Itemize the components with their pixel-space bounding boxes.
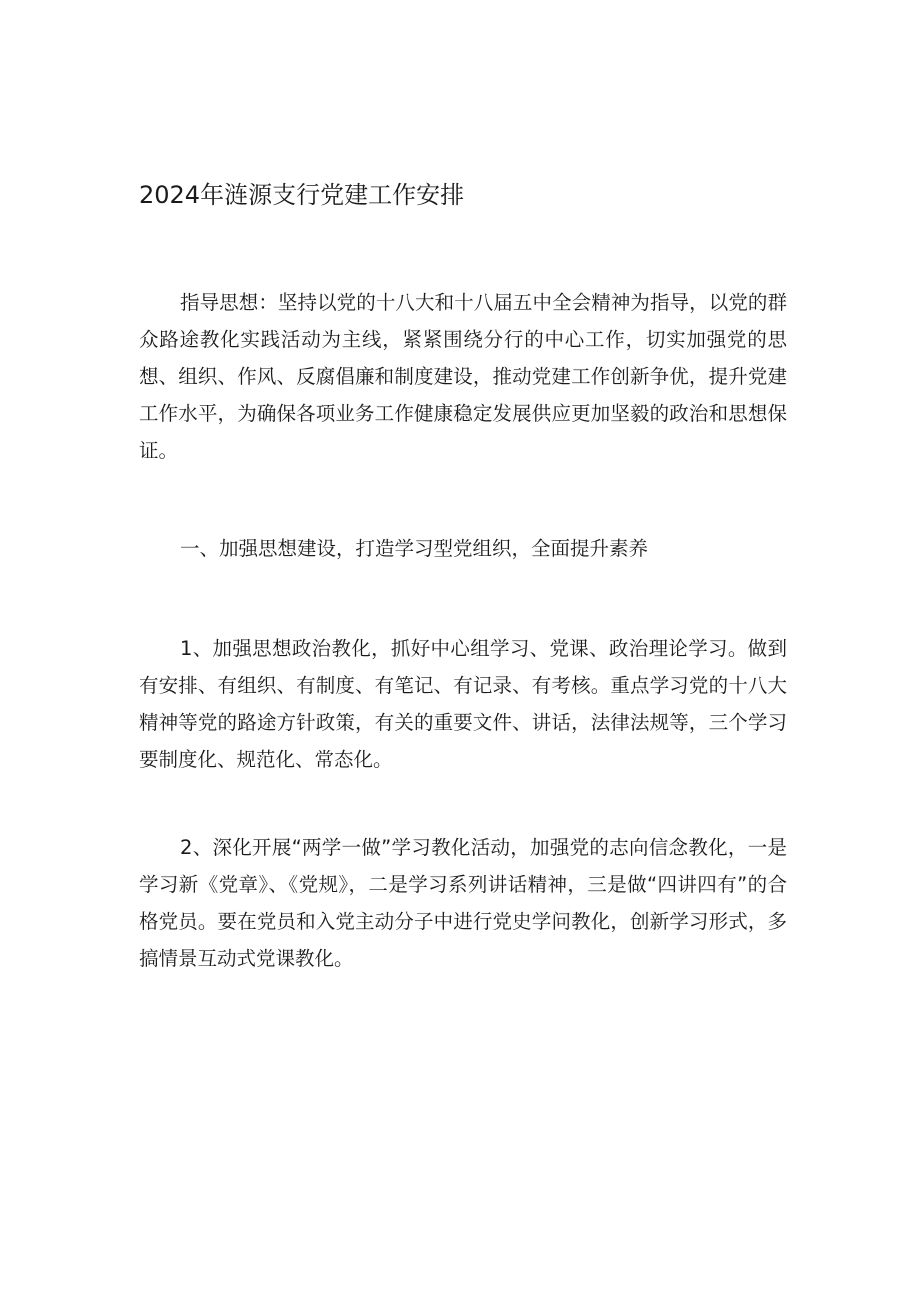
item-two-paragraph: 2、深化开展“两学一做”学习教化活动，加强党的志向信念教化，一是学习新《党章》、《党规》，二是学习系列讲话精神，三是做“四讲四有”的合格党员。要在党员和入党主动分子中进行党史学问教化，创新学习形式，多搞情景互动式党课教化。 (139, 836, 787, 970)
section-one-heading: 一、加强思想建设，打造学习型党组织，全面提升素养 (180, 537, 649, 560)
document-title: 2024年涟源支行党建工作安排 (139, 181, 465, 209)
item-one-paragraph: 1、加强思想政治教化，抓好中心组学习、党课、政治理论学习。做到有安排、有组织、有制度、有笔记、有记录、有考核。重点学习党的十八大精神等党的路途方针政策，有关的重要文件、讲话，法律法规等，三个学习要制度化、规范化、常态化。 (139, 637, 787, 771)
guiding-ideology-paragraph: 指导思想：坚持以党的十八大和十八届五中全会精神为指导，以党的群众路途教化实践活动为主线，紧紧围绕分行的中心工作，切实加强党的思想、组织、作风、反腐倡廉和制度建设，推动党建工作创新争优，提升党建工作水平，为确保各项业务工作健康稳定发展供应更加坚毅的政治和思想保证。 (139, 291, 787, 462)
